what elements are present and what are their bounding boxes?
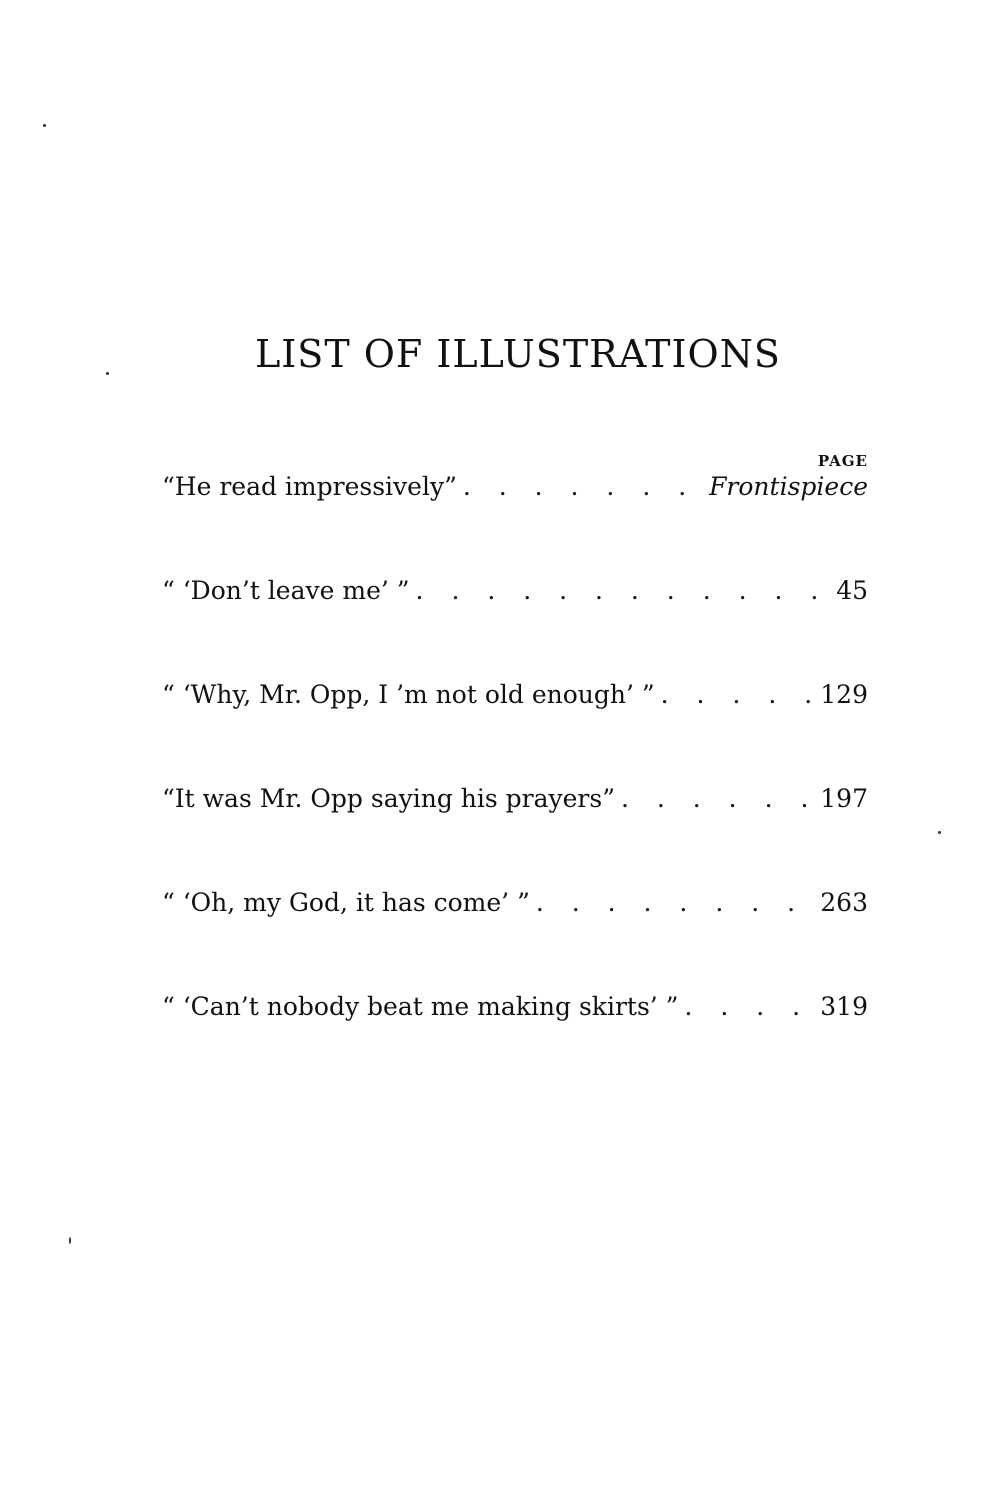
entry-page: 129 xyxy=(820,680,868,709)
list-item xyxy=(162,472,868,576)
illustrations-list xyxy=(162,472,868,1096)
list-item xyxy=(162,680,868,784)
entry-page: 263 xyxy=(820,888,868,917)
entry-caption: “ ‘Why, Mr. Opp, I ’m not old enough’ ” xyxy=(162,680,655,709)
list-item xyxy=(162,784,868,888)
dot-leader xyxy=(661,680,815,709)
list-item xyxy=(162,992,868,1096)
entry-caption: “It was Mr. Opp saying his prayers” xyxy=(162,784,615,813)
dot-leader xyxy=(416,576,831,605)
entry-caption: “He read impressively” xyxy=(162,472,457,501)
page-column-header: PAGE xyxy=(817,452,868,470)
dot-leader xyxy=(684,992,814,1021)
entry-caption: “ ‘Oh, my God, it has come’ ” xyxy=(162,888,530,917)
dot-leader xyxy=(536,888,814,917)
dot-leader xyxy=(463,472,703,501)
entry-page: Frontispiece xyxy=(709,472,868,501)
scan-speck xyxy=(43,124,46,127)
list-item xyxy=(162,576,868,680)
scan-speck xyxy=(69,1237,71,1244)
entry-page: 197 xyxy=(820,784,868,813)
page-title: LIST OF ILLUSTRATIONS xyxy=(255,332,781,376)
scan-speck xyxy=(938,831,941,834)
dot-leader xyxy=(621,784,814,813)
entry-caption: “ ‘Can’t nobody beat me making skirts’ ” xyxy=(162,992,679,1021)
list-item xyxy=(162,888,868,992)
entry-page: 45 xyxy=(836,576,868,605)
entry-caption: “ ‘Don’t leave me’ ” xyxy=(162,576,410,605)
entry-page: 319 xyxy=(820,992,868,1021)
scan-speck xyxy=(106,372,109,375)
